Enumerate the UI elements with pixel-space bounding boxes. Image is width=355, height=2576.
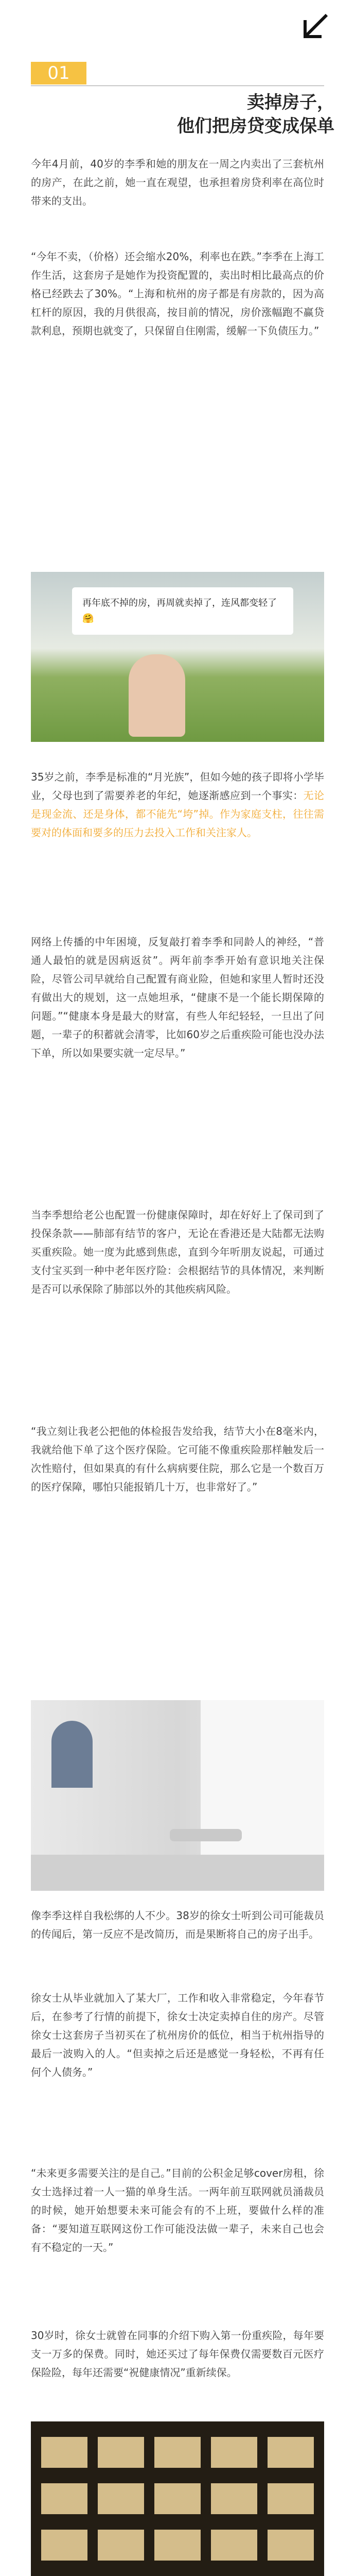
paragraph-text: 当李季想给老公也配置一份健康保障时，却在好好上了保司到了投保条款——肺部有结节的客户，无论在香港还是大陆都无法购买重疾险。她一度为此感到焦虑，直到今年听朋友说起，可通过支付宝买到一种中老年医疗险：会根据结节的具体情况，来判断是否可以承保除了肺部以外的其他疾病风险。 bbox=[31, 1209, 324, 1295]
paragraph-text: 徐女士从毕业就加入了某大厂，工作和收入非常稳定，今年春节后，在参考了行情的前提下，徐女士决定卖掉自住的房产。尽管徐女士这套房子当初买在了杭州房价的低位，相当于杭州指导的最后一波购入的人。“但卖掉之后还是感觉一身轻松，不再有任何个人债务。” bbox=[31, 1992, 324, 2078]
desk-shape bbox=[31, 1855, 324, 1891]
paragraph-text: “未来更多需要关注的是自己。”目前的公积金足够cover房租，徐女士选择过着一人一猫的单身生活。一两年前互联网就员涌裁员的时候，她开始想要未来可能会有的不上班，要做什么样的准备：“要知道互联网这份工作可能没法做一辈子，未来自己也会有不稳定的一天。” bbox=[31, 2167, 324, 2253]
paragraph-2 bbox=[31, 247, 324, 340]
chat-bubble: 再年底不掉的房，再周就卖掉了，连风都变轻了🤗 bbox=[72, 587, 293, 635]
paragraph-3 bbox=[31, 768, 324, 842]
paragraph-text: 35岁之前，李季是标准的“月光族”，但如今她的孩子即将小学毕业，父母也到了需要养老的年纪，她逐渐感应到一个事实：无论是现金流、还是身体，都不能先“垮”掉。作为家庭支柱，往往需要对的体面和要多的压力去投入工作和关注家人。 bbox=[31, 771, 325, 839]
paragraph-text: 像李季这样自我松绑的人不少。38岁的徐女士听到公司可能裁员的传闻后，第一反应不是改简历，而是果断将自己的房子出手。 bbox=[31, 1909, 324, 1940]
paragraph-8 bbox=[31, 1989, 324, 2081]
paragraph-text: “今年不卖，（价格）还会缩水20%，利率也在跌。”李季在上海工作生活，这套房子是她作为投资配置的，卖出时相比最高点的价格已经跌去了30%。“上海和杭州的房子都是有房款的，因为高杠杆的原因，我的月供很高，按目前的情况，房价涨幅跑不赢贷款利息，预期也就变了，只保留自住刚需，缓解一下负债压力。” bbox=[31, 250, 324, 337]
paragraph-text: 网络上传播的中年困境，反复敲打着李季和同龄人的神经，“普通人最怕的就是因病返贫”。两年前李季开始有意识地关注保险，尽管公司早就给自己配置有商业险，但她和家里人暂时还没有做出大的规划，这一点她坦承，“健康不是一个能长期保障的问题。”“健康本身是最大的财富，有些人年纪轻轻，一旦出了问题，一辈子的积蓄就会清零，比如60岁之后重疾险可能也没办法下单，所以如果要实就一定尽早。” bbox=[31, 936, 324, 1059]
hand-illustration bbox=[129, 654, 185, 737]
paragraph-text: 30岁时，徐女士就曾在同事的介绍下购入第一份重疾险，每年要支一万多的保费。同时，她还买过了每年保费仅需要数百元医疗保险险，每年还需要“祝健康情况”重新续保。 bbox=[31, 2329, 324, 2379]
paragraph-9 bbox=[31, 2164, 324, 2257]
paragraph-text: 今年4月前，40岁的李季和她的朋友在一周之内卖出了三套杭州的房产，在此之前，她一直在观望，也承担着房贷利率在高位时带来的支出。 bbox=[31, 158, 324, 207]
office-night-image bbox=[31, 2421, 324, 2576]
section-title bbox=[177, 91, 334, 138]
medical-office-image bbox=[31, 1700, 324, 1891]
title-line-1: 卖掉房子， bbox=[247, 92, 334, 113]
stethoscope-shape bbox=[51, 1721, 93, 1788]
paragraph-4 bbox=[31, 933, 324, 1062]
paragraph-7 bbox=[31, 1906, 324, 1943]
paragraph-6 bbox=[31, 1422, 324, 1496]
paragraph-1 bbox=[31, 155, 324, 210]
office-windows-graphic bbox=[31, 2421, 324, 2576]
chat-screenshot-image bbox=[31, 572, 324, 742]
paragraph-text: “我立刻让我老公把他的体检报告发给我，结节大小在8毫米内，我就给他下单了这个医疗保险。它可能不像重疾险那样触发后一次性赔付，但如果真的有什么病病要住院，那么它是一个数百万的医疗保障，哪怕只能报销几十万，也非常好了。” bbox=[31, 1425, 324, 1493]
arrow-down-left-icon bbox=[300, 11, 331, 42]
paragraph-10 bbox=[31, 2326, 324, 2382]
highlight-text: 无论是现金流、还是身体，都不能先“垮”掉。作为家庭支柱，往往需要对的体面和要多的压力去投入工作和关注家人。 bbox=[31, 789, 325, 839]
pen-shape bbox=[170, 1829, 242, 1841]
title-line-2: 他们把房贷变成保单 bbox=[177, 116, 334, 137]
paragraph-5 bbox=[31, 1206, 324, 1298]
section-number-badge: 01 bbox=[31, 62, 86, 84]
